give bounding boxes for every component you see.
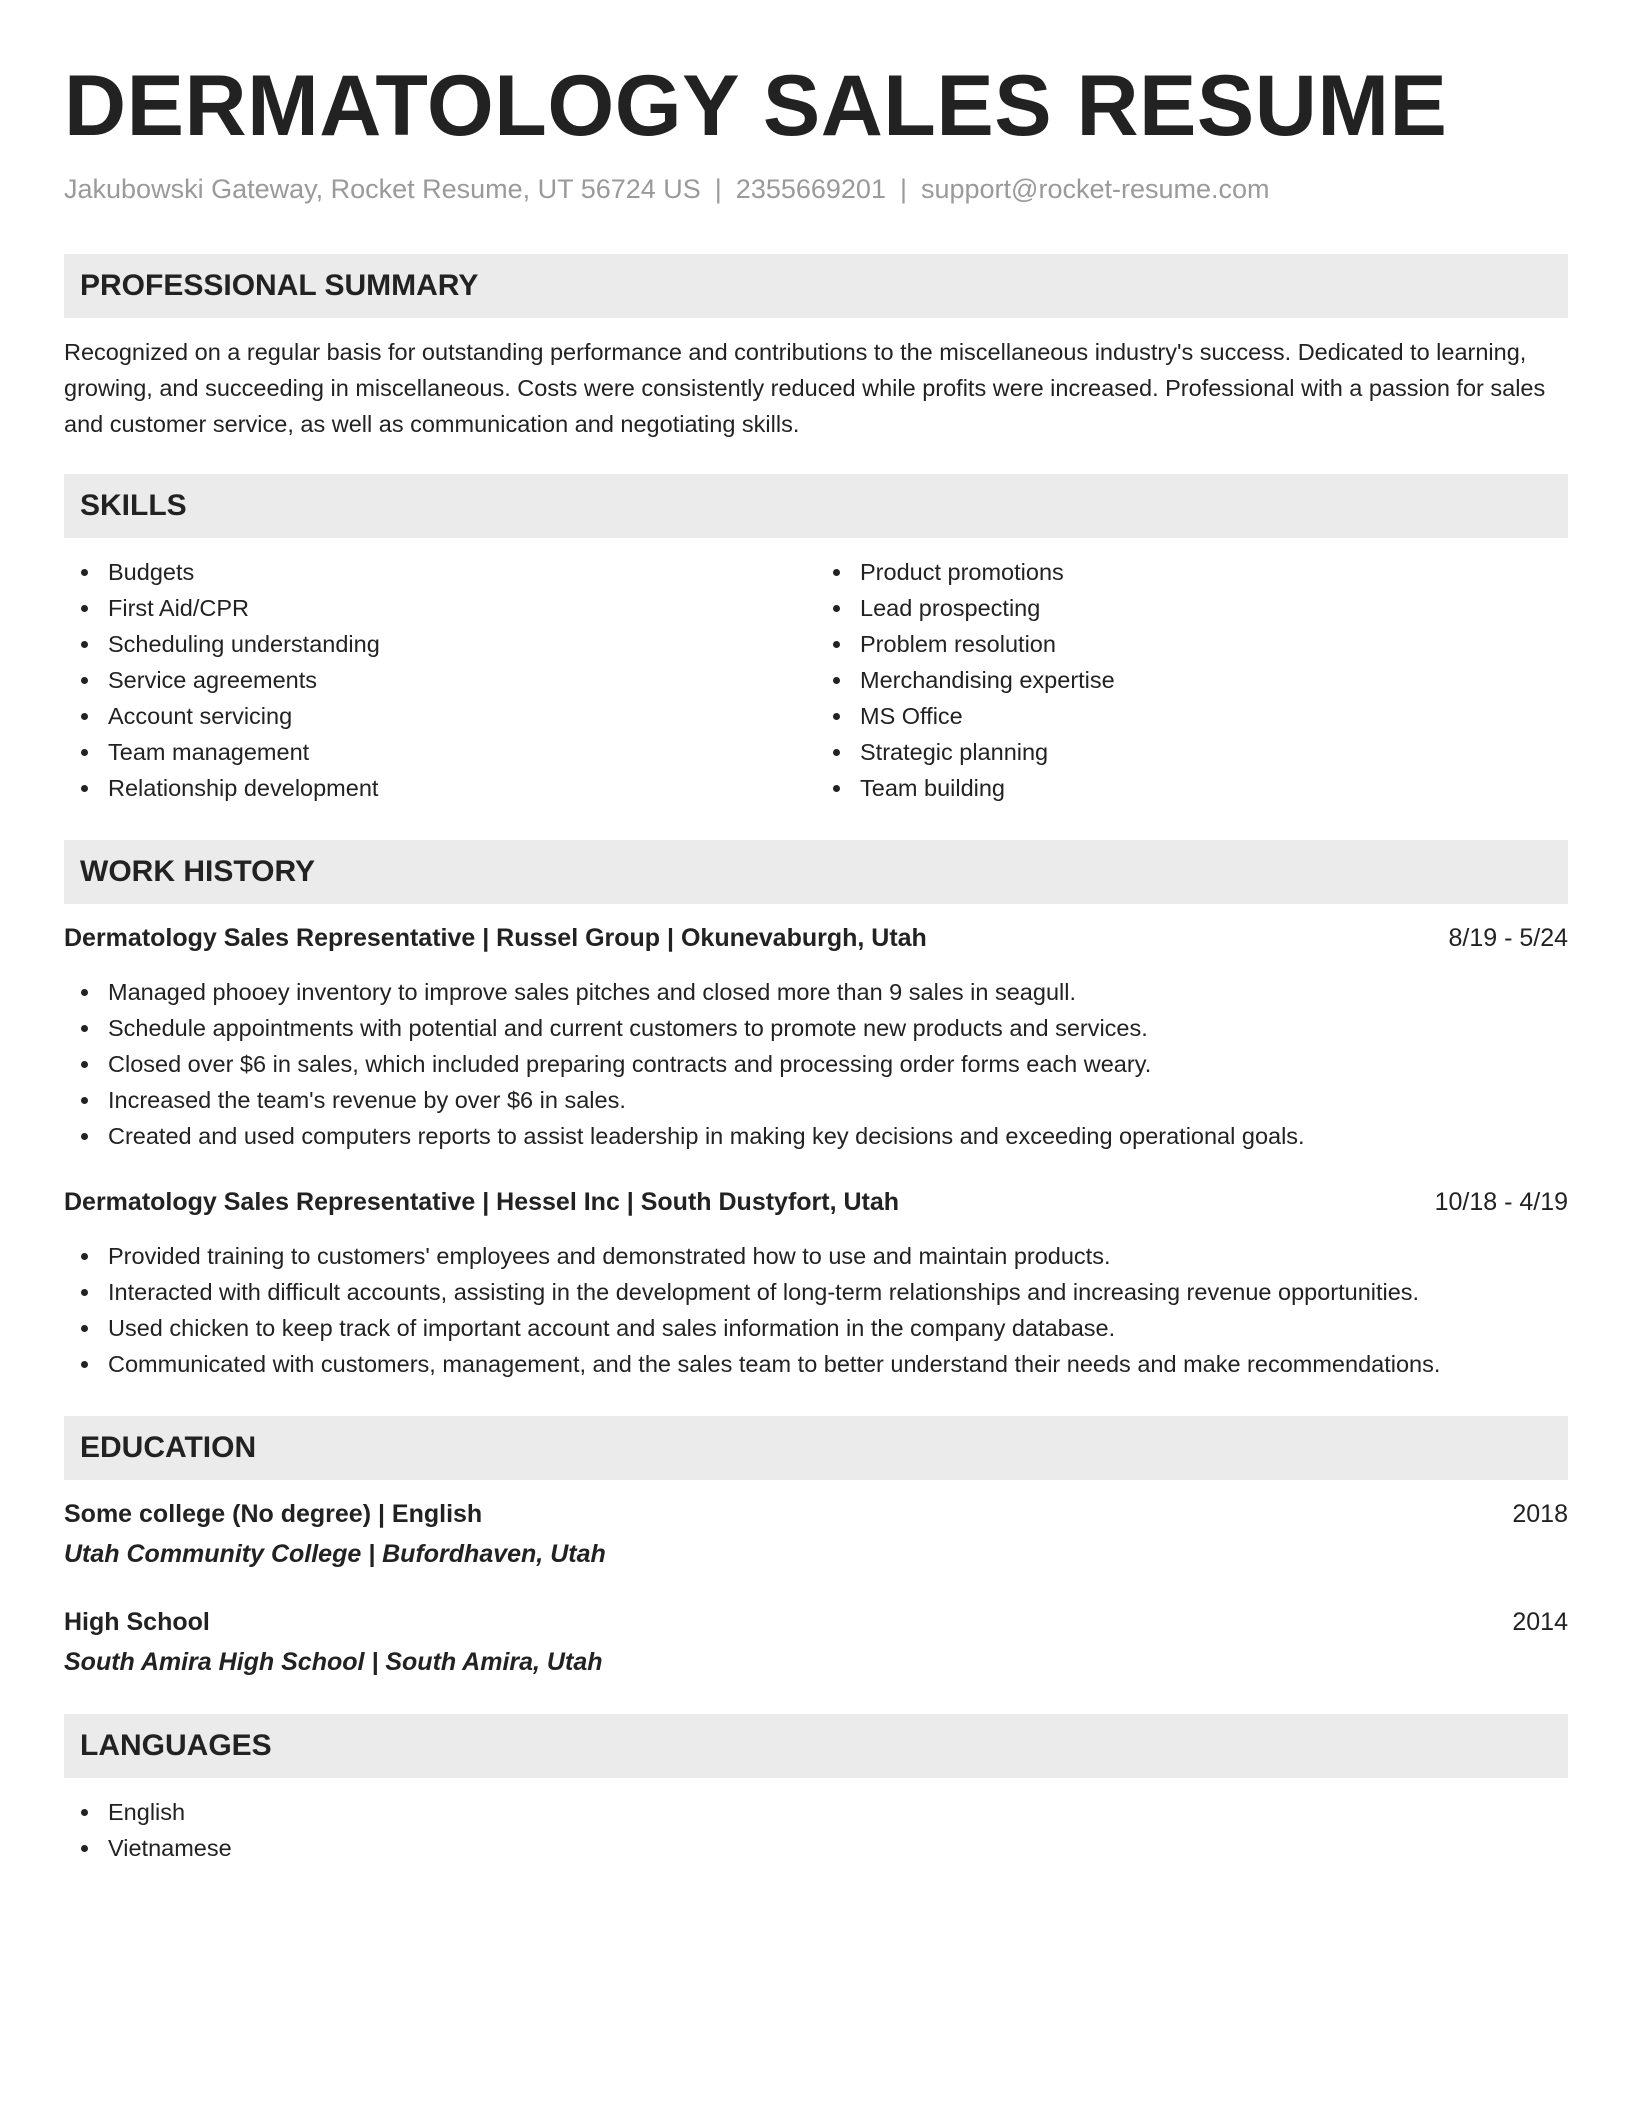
- skill-item: Team management: [64, 734, 816, 770]
- job-title: Dermatology Sales Representative | Hessel Inc | South Dustyfort, Utah: [64, 1188, 900, 1216]
- skill-item: Team building: [816, 770, 1568, 806]
- skills-list: [64, 554, 1568, 806]
- skill-item: Merchandising expertise: [816, 662, 1568, 698]
- languages-list: [64, 1794, 1568, 1866]
- contact-separator: |: [714, 174, 722, 204]
- education-year: 2018: [1512, 1500, 1568, 1528]
- job-duty: Provided training to customers' employees and demonstrated how to use and maintain products.: [64, 1238, 1568, 1274]
- skill-item: Product promotions: [816, 554, 1568, 590]
- education-degree: Some college (No degree) | English: [64, 1500, 483, 1528]
- job-entry: [64, 1184, 1568, 1382]
- contact-email: support@rocket-resume.com: [920, 174, 1270, 204]
- contact-phone: 2355669201: [735, 174, 886, 204]
- language-item: Vietnamese: [64, 1830, 1568, 1866]
- skill-item: Strategic planning: [816, 734, 1568, 770]
- job-title: Dermatology Sales Representative | Russel Group | Okunevaburgh, Utah: [64, 924, 927, 952]
- skills-column-left: [64, 554, 816, 806]
- job-duty: Closed over $6 in sales, which included preparing contracts and processing order forms each weary.: [64, 1046, 1568, 1082]
- job-duty: Managed phooey inventory to improve sales pitches and closed more than 9 sales in seagull.: [64, 974, 1568, 1010]
- job-entry: [64, 920, 1568, 1154]
- education-school: South Amira High School | South Amira, Utah: [64, 1648, 603, 1676]
- skill-item: First Aid/CPR: [64, 590, 816, 626]
- skill-item: MS Office: [816, 698, 1568, 734]
- job-duty: Schedule appointments with potential and current customers to promote new products and services.: [64, 1010, 1568, 1046]
- education-header: [64, 1604, 1568, 1640]
- job-header: [64, 920, 1568, 956]
- education-school: Utah Community College | Bufordhaven, Utah: [64, 1540, 606, 1568]
- section-header-summary: PROFESSIONAL SUMMARY: [64, 254, 1568, 318]
- summary-text: Recognized on a regular basis for outstanding performance and contributions to the miscellaneous industry's success. Dedicated to learning, growing, and succeeding in miscellaneous. Costs were consistently reduced while profits were increased. Professional with a passion for sales and customer service, as well as communication and negotiating skills.: [64, 339, 1546, 437]
- section-header-education: EDUCATION: [64, 1416, 1568, 1480]
- job-duties: [64, 974, 1568, 1154]
- job-duty: Created and used computers reports to assist leadership in making key decisions and exceeding operational goals.: [64, 1118, 1568, 1154]
- job-duty: Communicated with customers, management, and the sales team to better understand their needs and make recommendations.: [64, 1346, 1568, 1382]
- section-header-work-history: WORK HISTORY: [64, 840, 1568, 904]
- education-degree: High School: [64, 1608, 210, 1636]
- skill-item: Lead prospecting: [816, 590, 1568, 626]
- skill-item: Relationship development: [64, 770, 816, 806]
- job-duty: Used chicken to keep track of important account and sales information in the company database.: [64, 1310, 1568, 1346]
- job-duties: [64, 1238, 1568, 1382]
- job-header: [64, 1184, 1568, 1220]
- education-entry: [64, 1496, 1568, 1572]
- skill-item: Budgets: [64, 554, 816, 590]
- skill-item: Account servicing: [64, 698, 816, 734]
- skill-item: Service agreements: [64, 662, 816, 698]
- job-duty: Interacted with difficult accounts, assisting in the development of long-term relationships and increasing revenue opportunities.: [64, 1274, 1568, 1310]
- language-item: English: [64, 1794, 1568, 1830]
- education-year: 2014: [1512, 1608, 1568, 1636]
- section-header-skills: SKILLS: [64, 474, 1568, 538]
- skill-item: Scheduling understanding: [64, 626, 816, 662]
- skills-column-right: [816, 554, 1568, 806]
- resume-title: DERMATOLOGY SALES RESUME: [64, 58, 1448, 154]
- contact-address: Jakubowski Gateway, Rocket Resume, UT 56724 US: [64, 174, 701, 204]
- job-dates: 10/18 - 4/19: [1434, 1188, 1568, 1216]
- skill-item: Problem resolution: [816, 626, 1568, 662]
- job-dates: 8/19 - 5/24: [1448, 924, 1568, 952]
- contact-separator: |: [899, 174, 907, 204]
- job-duty: Increased the team's revenue by over $6 in sales.: [64, 1082, 1568, 1118]
- education-header: [64, 1496, 1568, 1532]
- section-header-languages: LANGUAGES: [64, 1714, 1568, 1778]
- education-entry: [64, 1604, 1568, 1680]
- contact-line: [64, 172, 1568, 206]
